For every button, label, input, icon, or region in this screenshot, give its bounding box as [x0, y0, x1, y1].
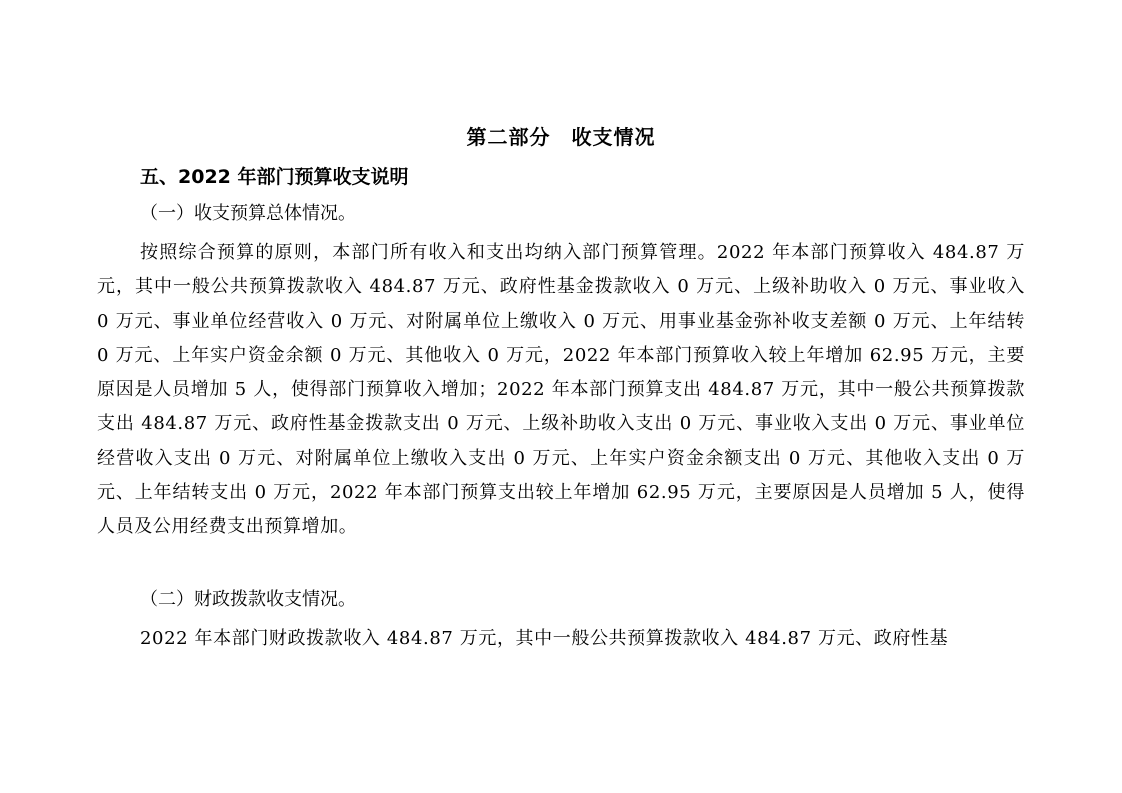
subsection-heading-1: （一）收支预算总体情况。: [140, 203, 356, 224]
subsection-heading-2: （二）财政拨款收支情况。: [140, 589, 356, 610]
section-heading: 五、2022 年部门预算收支说明: [140, 166, 409, 188]
paragraph-budget-overview: 按照综合预算的原则，本部门所有收入和支出均纳入部门预算管理。2022 年本部门预算收入 484.87 万元，其中一般公共预算拨款收入 484.87 万元、政府性基金拨款收入 0 万元、上级补助收入 0 万元、事业收入 0 万元、事业单位经营收入 0 万元、对附属单位上缴收入 0 万元、用事业基金弥补收支差额 0 万元、上年结转 0 万元、上年实户资金余额 0 万元、其他收入 0 万元，2022 年本部门预算收入较上年增加 62.95 万元，主要原因是人员增加 5 人，使得部门预算收入增加；2022 年本部门预算支出 484.87 万元，其中一般公共预算拨款支出 484.87 万元、政府性基金拨款支出 0 万元、上级补助收入支出 0 万元、事业收入支出 0 万元、事业单位经营收入支出 0 万元、对附属单位上缴收入支出 0 万元、上年实户资金余额支出 0 万元、其他收入支出 0 万元、上年结转支出 0 万元，2022 年本部门预算支出较上年增加 62.95 万元，主要原因是人员增加 5 人，使得人员及公用经费支出预算增加。: [97, 242, 1025, 538]
page-title: 第二部分 收支情况: [466, 125, 656, 149]
paragraph-fiscal-appropriation: 2022 年本部门财政拨款收入 484.87 万元，其中一般公共预算拨款收入 484.87 万元、政府性基: [140, 628, 949, 649]
